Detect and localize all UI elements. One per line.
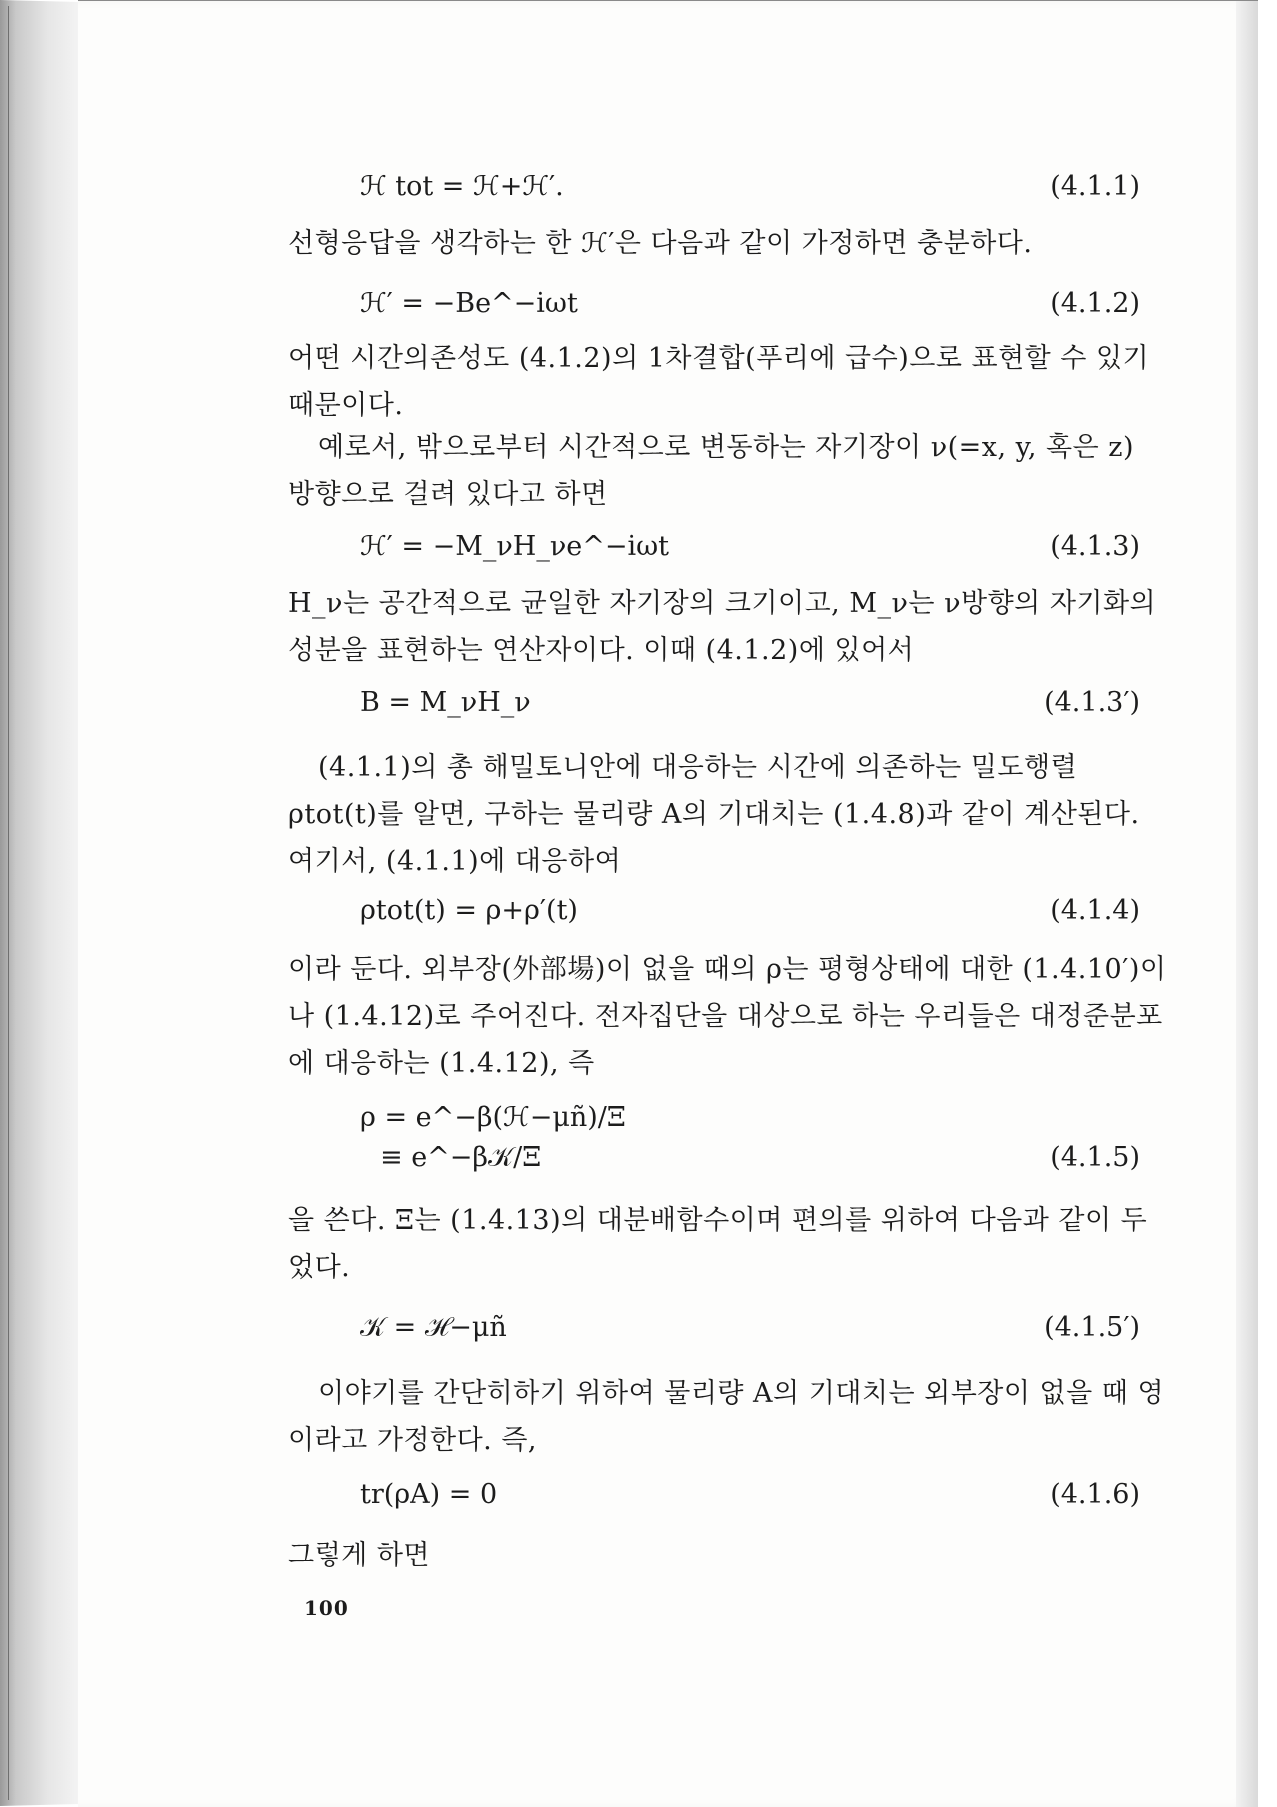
equation-formula: ρ = e^−β(ℋ−μñ)/Ξ (360, 1102, 626, 1133)
paragraph-magnetic-example: 예로서, 밖으로부터 시간적으로 변동하는 자기장이 ν(=x, y, 혹은 z) 방향으로 걸려 있다고 하면 (288, 432, 1135, 510)
paragraph-then: 그렇게 하면 (288, 1540, 430, 1571)
equation-formula: ℋ tot = ℋ+ℋ′. (360, 171, 564, 202)
equation-4-1-2 (360, 284, 1140, 324)
equation-formula: 𝒦 = ℋ−μñ (360, 1312, 507, 1343)
equation-4-1-5-prime (360, 1308, 1140, 1348)
paragraph-equilibrium: 이라 둔다. 외부장(外部場)이 없을 때의 ρ는 평형상태에 대한 (1.4.10′)이나 (1.4.12)로 주어진다. 전자집단을 대상으로 하는 우리들은 대정준분포에 대응하는 (1.4.12), 즉 (288, 954, 1167, 1079)
equation-formula: tr(ρA) = 0 (360, 1479, 498, 1510)
equation-4-1-1 (360, 167, 1140, 207)
equation-4-1-5-line1 (360, 1098, 1140, 1138)
equation-number: (4.1.3) (1050, 531, 1140, 562)
page-right-edge (1236, 1, 1258, 1807)
equation-number: (4.1.1) (1050, 171, 1140, 202)
page-number: 100 (304, 1596, 349, 1620)
book-spine-edge (0, 0, 80, 1806)
equation-formula: ℋ′ = −M_νH_νe^−iωt (360, 531, 669, 562)
paragraph-expectation-zero: 이야기를 간단히하기 위하여 물리량 A의 기대치는 외부장이 없을 때 영이라고 가정한다. 즉, (288, 1378, 1165, 1456)
paragraph-density-matrix: (4.1.1)의 총 해밀토니안에 대응하는 시간에 의존하는 밀도행렬 ρtot(t)를 알면, 구하는 물리량 A의 기대치는 (1.4.8)과 같이 계산된다. 여기서, (4.1.1)에 대응하여 (288, 752, 1140, 877)
equation-formula: B = M_νH_ν (360, 687, 531, 718)
equation-number: (4.1.3′) (1044, 687, 1140, 718)
paragraph-field-definition: H_ν는 공간적으로 균일한 자기장의 크기이고, M_ν는 ν방향의 자기화의 성분을 표현하는 연산자이다. 이때 (4.1.2)에 있어서 (288, 588, 1157, 666)
equation-4-1-3 (360, 527, 1140, 567)
paragraph-time-dependence: 어떤 시간의존성도 (4.1.2)의 1차결합(푸리에 급수)으로 표현할 수 있기 때문이다. (288, 343, 1150, 421)
equation-number: (4.1.4) (1050, 895, 1140, 926)
equation-number: (4.1.5) (1050, 1142, 1140, 1173)
equation-4-1-3-prime (360, 683, 1140, 723)
equation-formula: ρtot(t) = ρ+ρ′(t) (360, 895, 578, 926)
equation-4-1-6 (360, 1475, 1140, 1515)
equation-number: (4.1.5′) (1044, 1312, 1140, 1343)
equation-number: (4.1.6) (1050, 1479, 1140, 1510)
equation-number: (4.1.2) (1050, 288, 1140, 319)
equation-formula: ≡ e^−β𝒦/Ξ (380, 1142, 542, 1173)
paragraph-grand-partition: 을 쓴다. Ξ는 (1.4.13)의 대분배함수이며 편의를 위하여 다음과 같이 두었다. (288, 1205, 1148, 1283)
equation-4-1-5 (380, 1138, 1140, 1178)
equation-4-1-4 (360, 891, 1140, 931)
paragraph-linear-response: 선형응답을 생각하는 한 ℋ′은 다음과 같이 가정하면 충분하다. (288, 228, 1033, 259)
equation-formula: ℋ′ = −Be^−iωt (360, 288, 578, 319)
